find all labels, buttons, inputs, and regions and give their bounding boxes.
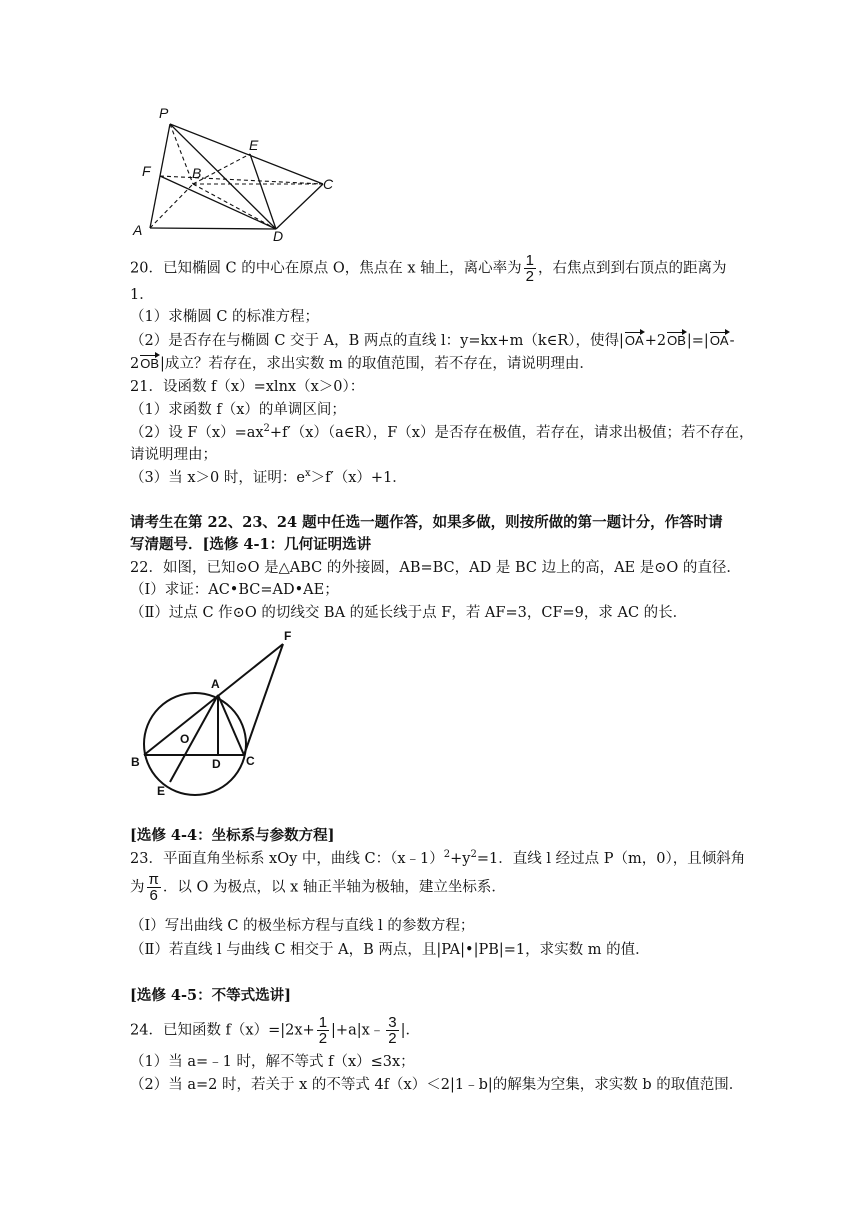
- edge-AB: [150, 184, 193, 228]
- vector-OA-2: OA: [709, 331, 730, 351]
- sec44-heading: [选修 4-4：坐标系与参数方程]: [130, 827, 335, 844]
- label-E: E: [249, 137, 259, 153]
- q23-part1: （Ⅰ）写出曲线 C 的极坐标方程与直线 l 的参数方程；: [130, 918, 475, 934]
- q24-part1: （1）当 a=﹣1 时，解不等式 f（x）≤3x；: [130, 1054, 415, 1070]
- instructions-line2: 写清题号．[选修 4-1：几何证明选讲: [130, 536, 372, 553]
- label-C: C: [323, 176, 334, 192]
- label-A: A: [211, 677, 220, 691]
- q21-part3: [130, 468, 407, 488]
- q20-part2-line1: （2）是否存在与椭圆 C 交于 A，B 两点的直线 l：y=kx+m（k∈R），使得|OA+2OB|=|OA-: [130, 333, 735, 349]
- superscript-2: 2: [443, 849, 451, 861]
- instructions-line1: 请考生在第 22、23、24 题中任选一题作答，如果多做，则按所做的第一题计分，作答时请: [130, 514, 723, 531]
- segment-AC: [218, 695, 244, 755]
- q23-line2-a: 为: [130, 879, 145, 896]
- q20-line2: 1．: [130, 287, 154, 303]
- abs-equals: |=|: [686, 333, 709, 349]
- fraction-1-2: [317, 1015, 329, 1046]
- frac-num: 1: [318, 1014, 328, 1031]
- q21-part3-b: ＞f′（x）+1．: [310, 470, 407, 486]
- edge-BD: [193, 184, 276, 229]
- superscript-2b: 2: [470, 849, 477, 861]
- q21-part3-a: （3）当 x＞0 时，证明：e: [130, 470, 305, 486]
- q21-title: 21．设函数 f（x）=xlnx（x＞0）：: [130, 379, 365, 395]
- label-P: P: [159, 105, 169, 121]
- q24-text-a: 24．已知函数 f（x）=|2x+: [130, 1022, 315, 1039]
- edge-ED: [250, 154, 276, 229]
- q20-part1: （1）求椭圆 C 的标准方程；: [130, 309, 320, 325]
- q23-text-a: 23．平面直角坐标系 xOy 中，曲线 C：（x﹣1）: [130, 851, 444, 867]
- q22-part2: （Ⅱ）过点 C 作⊙O 的切线交 BA 的延长线于点 F，若 AF=3，CF=9，求 AC 的长．: [130, 605, 688, 621]
- plus-two: +2: [644, 333, 667, 349]
- q23-line2-b: ．以 O 为极点，以 x 轴正半轴为极轴，建立坐标系．: [162, 879, 506, 896]
- q23-text-b: +y: [450, 851, 471, 867]
- fraction-3-2: [386, 1015, 398, 1046]
- vector-OB: OB: [666, 331, 687, 351]
- label-D: D: [273, 228, 284, 244]
- q21-part2-a: （2）设 F（x）=ax: [130, 425, 264, 441]
- segment-BF: [144, 644, 283, 755]
- q23-part2: （Ⅱ）若直线 l 与曲线 C 相交于 A，B 两点，且|PA|•|PB|=1，求实数 m 的值．: [130, 942, 650, 958]
- label-E: E: [157, 784, 166, 798]
- q21-part2-line2: 请说明理由；: [130, 447, 217, 463]
- q21-part2-line1: [130, 423, 753, 443]
- q20-eccentricity-fraction: [524, 253, 536, 284]
- q23-line2: [130, 872, 506, 903]
- q20-part2-text: （2）是否存在与椭圆 C 交于 A，B 两点的直线 l：y=kx+m（k∈R），使得: [130, 333, 620, 349]
- q20-text-a: 20．已知椭圆 C 的中心在原点 O，焦点在 x 轴上，离心率为: [130, 260, 522, 277]
- label-B: B: [131, 755, 140, 769]
- q24-part2: （2）当 a=2 时，若关于 x 的不等式 4f（x）＜2|1﹣b|的解集为空集，求实数 b 的取值范围．: [130, 1077, 744, 1093]
- segment-AE: [170, 695, 218, 782]
- frac-num: 1: [525, 252, 534, 269]
- circle-figure: [125, 628, 300, 800]
- frac-den: 2: [388, 1030, 397, 1047]
- superscript-x: x: [304, 468, 311, 480]
- label-C: C: [246, 754, 255, 768]
- frac-num: π: [148, 871, 159, 888]
- q20-part2-text-b: 成立？若存在，求出实数 m 的取值范围，若不存在，请说明理由．: [164, 356, 594, 372]
- edge-BE: [193, 154, 250, 184]
- q20-text-b: ，右焦点到到右顶点的距离为: [538, 260, 727, 277]
- q23-text-c: =1．直线 l 经过点 P（m，0），且倾斜角: [476, 851, 746, 867]
- sec45-heading: [选修 4-5：不等式选讲]: [130, 987, 291, 1004]
- vector-OB-2: OB: [139, 354, 160, 374]
- two: 2: [130, 356, 140, 372]
- superscript-2: 2: [263, 423, 270, 435]
- label-F: F: [284, 629, 292, 643]
- q22-title: 22．如图，已知⊙O 是△ABC 的外接圆，AB=BC，AD 是 BC 边上的高，AE 是⊙O 的直径．: [130, 560, 741, 576]
- frac-den: 2: [318, 1030, 328, 1047]
- label-B: B: [192, 165, 202, 181]
- q20-line1: [130, 253, 727, 284]
- angle-fraction: [147, 872, 161, 903]
- edge-DC: [276, 184, 323, 229]
- frac-den: 2: [525, 268, 534, 285]
- q23-line1: [130, 849, 745, 869]
- edge-PD: [170, 124, 276, 229]
- q21-part2-b: +f′（x）（a∈R），F（x）是否存在极值，若存在，请求出极值；若不存在，: [269, 425, 754, 441]
- q20-part2-line2: 2OB|成立？若存在，求出实数 m 的取值范围，若不存在，请说明理由．: [130, 356, 594, 372]
- label-A: A: [133, 222, 143, 238]
- q24-text-b: |+a|x﹣: [331, 1022, 385, 1039]
- vector-OA: OA: [624, 331, 645, 351]
- q22-part1: （Ⅰ）求证：AC•BC=AD•AE；: [130, 582, 339, 598]
- q24-text-c: |．: [400, 1022, 421, 1039]
- edge-PB: [170, 124, 193, 184]
- frac-den: 6: [149, 887, 158, 904]
- edge-FC: [160, 176, 323, 184]
- edge-AD: [150, 228, 276, 229]
- label-O: O: [180, 732, 190, 746]
- pyramid-figure: [130, 100, 350, 245]
- frac-num: 3: [388, 1014, 397, 1031]
- minus-sign: -: [729, 333, 735, 349]
- q21-part1: （1）求函数 f（x）的单调区间；: [130, 402, 346, 418]
- q24-line1: [130, 1015, 420, 1046]
- label-D: D: [212, 757, 221, 771]
- label-F: F: [142, 163, 151, 179]
